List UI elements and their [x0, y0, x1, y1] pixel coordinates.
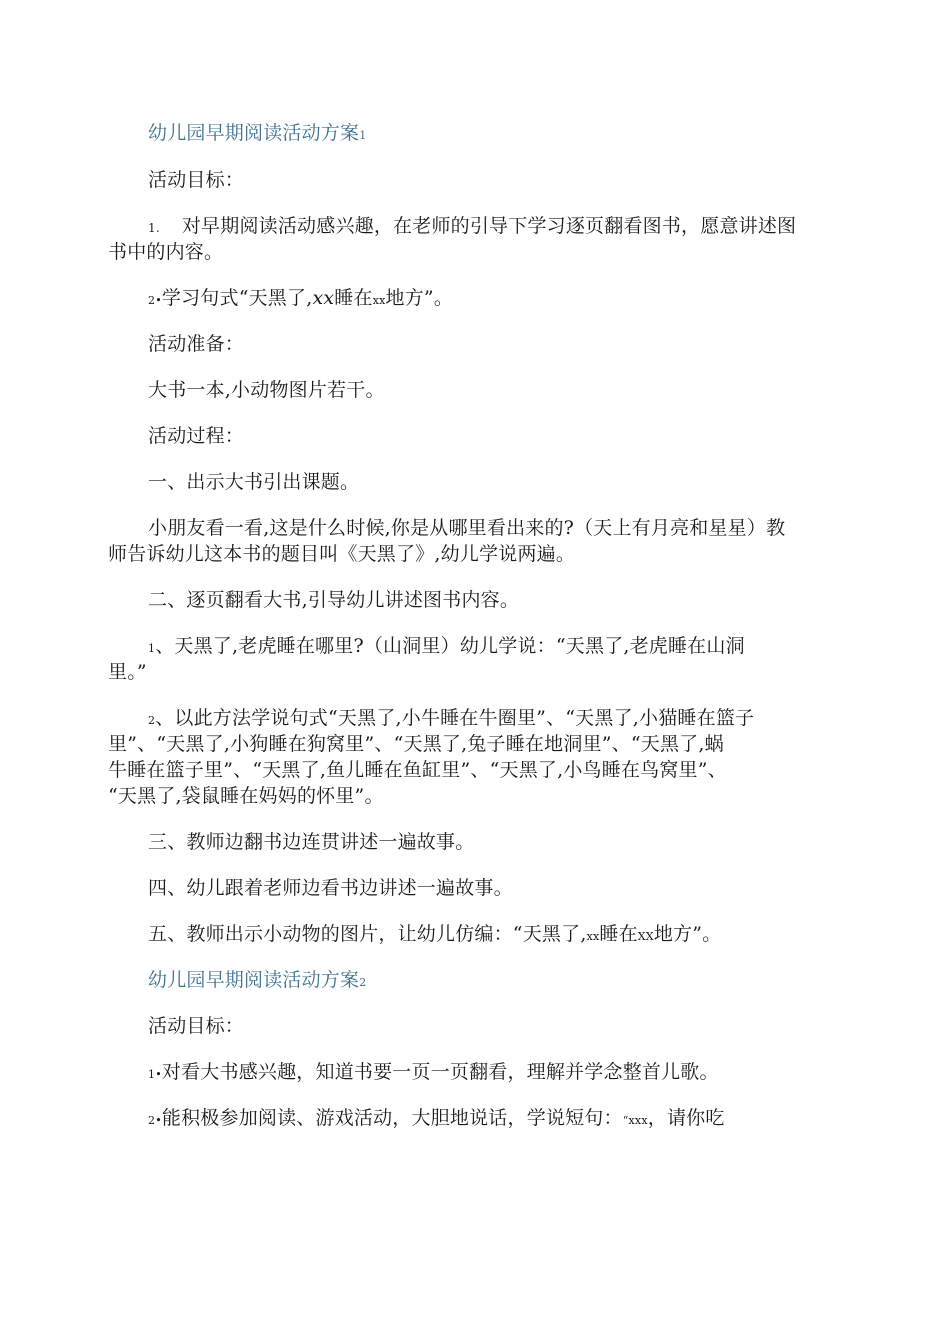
section2-goal2-a: 能积极参加阅读、游戏活动，大胆地说话，学说短句： [161, 1107, 623, 1129]
section2-title-text: 幼儿园早期阅读活动方案 [148, 969, 360, 991]
section2-goal1-num: 1• [148, 1068, 162, 1081]
section1-goal1-text: 对早期阅读活动感兴趣，在老师的引导下学习逐页翻看图书，愿意讲述图 [181, 215, 797, 237]
section1-goal1-line1 [148, 213, 796, 241]
section1-goal-label: 活动目标： [148, 169, 245, 191]
section1-goal2-c: 地方”。 [385, 287, 454, 309]
section2-goal1-text: 对看大书感兴趣，知道书要一页一页翻看，理解并学念整首儿歌。 [161, 1061, 719, 1083]
section1-goal2-b: 睡在 [334, 287, 373, 309]
section1-step5-b: 睡在 [599, 923, 638, 945]
section1-goal2 [148, 285, 453, 314]
section1-process-label: 活动过程： [148, 425, 245, 447]
section2-goal2 [148, 1105, 725, 1134]
section2-goal2-b: ，请你吃 [647, 1107, 725, 1129]
section1-step2-2-line2: 里”、“天黑了,小狗睡在狗窝里”、“天黑了,兔子睡在地洞里”、“天黑了,蜗 [108, 733, 724, 755]
section2-goal1 [148, 1059, 719, 1088]
section2-title-num: 2 [359, 976, 367, 989]
section1-step2-2-text: 、以此方法学说句式“天黑了,小牛睡在牛圈里”、“天黑了,小猫睡在篮子 [155, 707, 755, 729]
section1-prep-text: 大书一本,小动物图片若干。 [148, 379, 385, 401]
section1-step1: 一、出示大书引出课题。 [148, 471, 360, 493]
section1-step2-2-num: 2 [148, 714, 156, 727]
section1-prep-label: 活动准备： [148, 333, 245, 355]
section1-step2-2-line4: “天黑了,袋鼠睡在妈妈的怀里”。 [108, 785, 384, 807]
section1-title-text: 幼儿园早期阅读活动方案 [148, 122, 360, 144]
section2-goal2-num: 2• [148, 1114, 162, 1127]
section1-step5-xx1: xx [586, 930, 600, 943]
section2-goal2-q: “xxx [622, 1114, 648, 1127]
section2-goal-label: 活动目标： [148, 1015, 245, 1037]
section1-step2-1-text: 、天黑了,老虎睡在哪里?（山洞里）幼儿学说：“天黑了,老虎睡在山洞 [155, 635, 745, 657]
section2-title [148, 967, 366, 996]
section1-title-num: 1 [359, 129, 367, 142]
section1-step2: 二、逐页翻看大书,引导幼儿讲述图书内容。 [148, 589, 520, 611]
section1-step1-desc-line2: 师告诉幼儿这本书的题目叫《天黑了》,幼儿学说两遍。 [108, 543, 576, 565]
section1-title [148, 120, 366, 149]
section1-goal2-xx1: xx [312, 287, 335, 309]
section1-step4: 四、幼儿跟着老师边看书边讲述一遍故事。 [148, 877, 513, 899]
section1-goal1-line2: 书中的内容。 [108, 241, 224, 263]
section1-step2-2-line3: 牛睡在篮子里”、“天黑了,鱼儿睡在鱼缸里”、“天黑了,小鸟睡在鸟窝里”、 [108, 759, 727, 781]
section1-step5-xx2: XX [637, 930, 654, 943]
section1-step5-c: 地方”。 [653, 923, 722, 945]
section1-goal1-num: 1. [148, 221, 160, 235]
section1-step2-1-line2: 里。” [108, 661, 147, 683]
section1-step5 [148, 921, 721, 950]
section1-step2-1-num: 1 [148, 642, 156, 655]
section1-step1-desc-line1: 小朋友看一看,这是什么时候,你是从哪里看出来的?（天上有月亮和星星）教 [148, 517, 786, 539]
section1-step2-2-line1 [148, 705, 754, 734]
section1-step5-a: 五、教师出示小动物的图片，让幼儿仿编：“天黑了, [148, 923, 587, 945]
section1-goal2-xx2: xx [372, 294, 386, 307]
section1-goal2-num: 2• [148, 294, 162, 307]
section1-step2-1-line1 [148, 633, 745, 662]
section1-goal2-a: 学习句式“天黑了, [161, 287, 313, 309]
section1-step3: 三、教师边翻书边连贯讲述一遍故事。 [148, 831, 475, 853]
